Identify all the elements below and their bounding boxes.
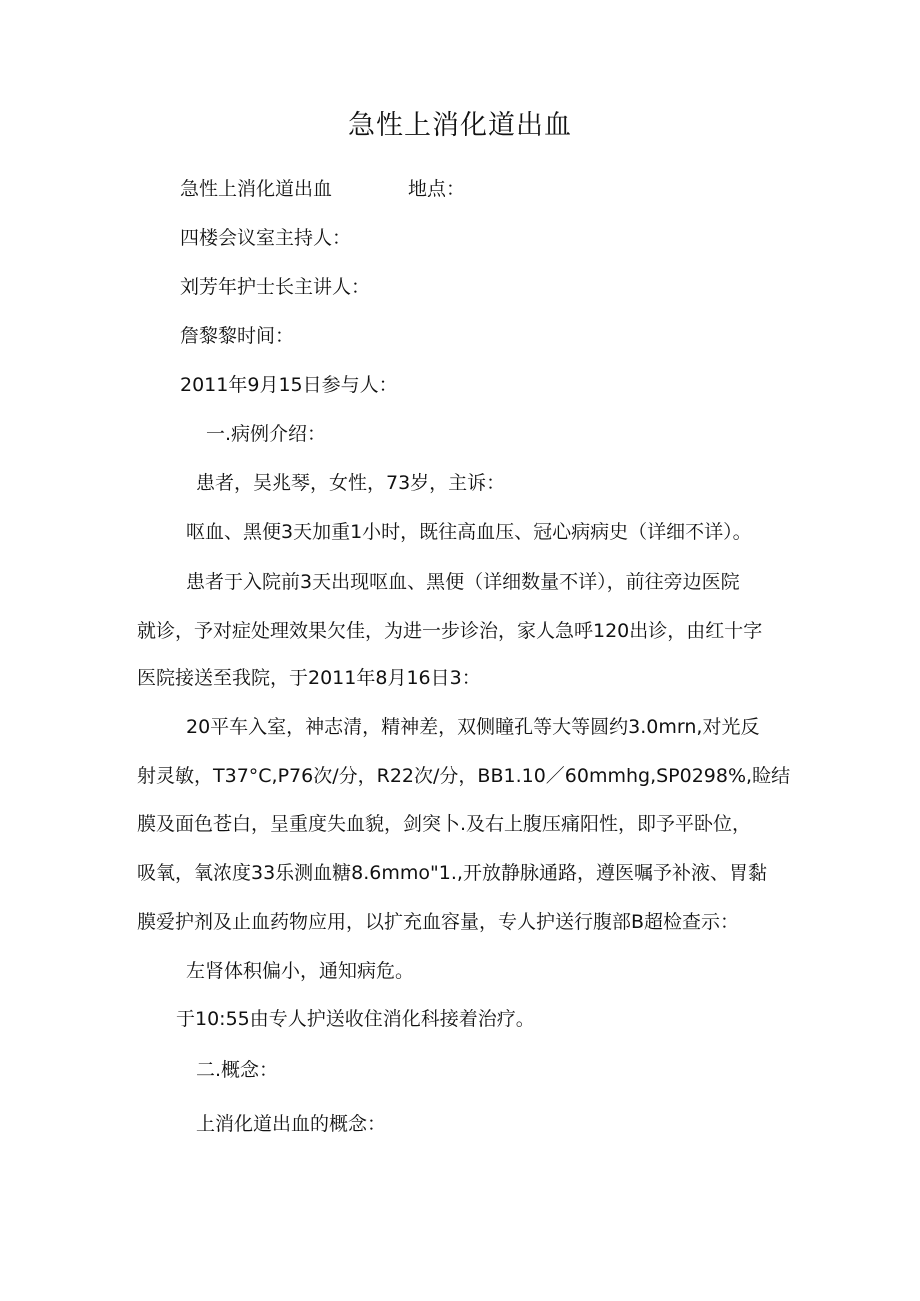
case-line-4: 就诊，予对症处理效果欠佳，为进一步诊治，家人急呼120出诊，由红十字 [137,620,763,642]
case-line-8: 膜及面色苍白，呈重度失血貌，剑突卜.及右上腹压痛阳性，即予平卧位， [137,813,752,835]
case-line-12: 于10:55由专人护送收住消化科接着治疗。 [176,1008,535,1030]
meta-line-4: 詹黎黎时间： [180,325,295,347]
page-title: 急性上消化道出血 [348,110,572,141]
concept-line-1: 上消化道出血的概念： [196,1113,387,1135]
case-line-1: 患者，吴兆琴，女性，73岁，主诉： [196,472,506,494]
meta-topic: 急性上消化道出血 [180,178,333,200]
case-line-11: 左肾体积偏小，通知病危。 [186,960,415,982]
case-line-5: 医院接送至我院，于2011年8月16日3： [137,667,481,689]
meta-line-3: 刘芳年护士长主讲人： [180,276,371,298]
case-line-2: 呕血、黑便3天加重1小时，既往高血压、冠心病病史（详细不详）。 [186,521,752,543]
section2-heading: 二.概念： [196,1059,279,1081]
case-line-10: 膜爱护剂及止血药物应用，以扩充血容量，专人护送行腹部B超检查示： [137,911,740,933]
case-line-9: 吸氧，氧浓度33乐测血糖8.6mmo"1.,开放静脉通路，遵医嘱予补液、胃黏 [137,862,767,884]
case-line-3: 患者于入院前3天出现呕血、黑便（详细数量不详），前往旁边医院 [186,571,740,593]
case-line-7: 射灵敏，T37°C,P76次/分，R22次/分，BB1.10／60mmhg,SP0298%,睑结 [137,765,791,787]
meta-location-label: 地点： [408,178,466,200]
case-line-6: 20平车入室，神志清，精神差，双侧瞳孔等大等圆约3.0mrn,对光反 [186,716,760,738]
meta-line-5: 2011年9月15日参与人： [180,374,398,396]
meta-line-2: 四楼会议室主持人： [180,227,352,249]
section1-heading: 一.病例介绍： [206,423,327,445]
